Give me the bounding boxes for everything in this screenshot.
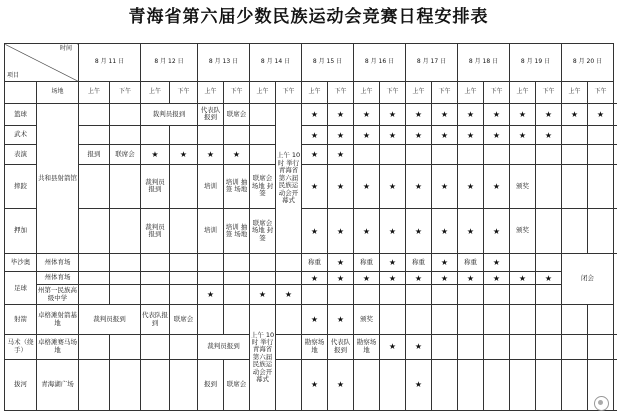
event-star: ★	[302, 305, 328, 335]
venue-cell: 州体育场	[37, 272, 79, 285]
event-star: ★	[224, 145, 250, 164]
event-star: ★	[380, 209, 406, 254]
event-star: ★	[302, 145, 328, 164]
event-star: ★	[354, 209, 380, 254]
am-label: 上午	[302, 82, 328, 103]
corner-item-label: 项目	[7, 71, 20, 79]
schedule-text: 联席会 场地 封签	[250, 164, 276, 209]
venue-cell: 州第一民族高级中学	[37, 285, 79, 305]
event-star: ★	[328, 164, 354, 209]
schedule-text: 裁判员 报到	[141, 164, 170, 209]
event-star: ★	[302, 126, 328, 145]
event-star: ★	[380, 272, 406, 285]
schedule-text: 裁判员 报到	[141, 209, 170, 254]
pm-label: 下午	[536, 82, 562, 103]
am-label: 上午	[141, 82, 170, 103]
schedule-text: 称重	[406, 254, 432, 272]
event-star: ★	[328, 209, 354, 254]
date-header: 8 月 18 日	[458, 44, 510, 82]
event-star: ★	[141, 145, 170, 164]
date-header: 8 月 13 日	[198, 44, 250, 82]
closing-ceremony: 闭会	[562, 254, 614, 305]
sport-name: 拔河	[5, 359, 37, 410]
sport-name: 马术（绕手）	[5, 335, 37, 360]
sport-name: 足球	[5, 272, 37, 305]
pm-label: 下午	[276, 82, 302, 103]
event-star: ★	[406, 209, 432, 254]
schedule-text: 颁奖	[354, 305, 380, 335]
schedule-text: 联席会	[170, 305, 198, 335]
event-star: ★	[198, 145, 224, 164]
event-star: ★	[170, 145, 198, 164]
sport-name: 武术	[5, 126, 37, 145]
schedule-text: 代表队报到	[328, 335, 354, 360]
event-star: ★	[432, 103, 458, 125]
schedule-text: 联席会	[224, 103, 250, 125]
date-header: 8 月 11 日	[79, 44, 141, 82]
event-star: ★	[484, 103, 510, 125]
event-star: ★	[536, 103, 562, 125]
opening-ceremony: 上午 10 时 举行 青海省第六届民族运动会开幕式	[276, 103, 302, 253]
date-header: 8 月 20 日	[562, 44, 614, 82]
pm-label: 下午	[380, 82, 406, 103]
am-label: 上午	[406, 82, 432, 103]
event-star: ★	[380, 164, 406, 209]
schedule-text: 称重	[354, 254, 380, 272]
event-star: ★	[588, 103, 614, 125]
am-label: 上午	[354, 82, 380, 103]
sport-name: 篮球	[5, 103, 37, 125]
event-star: ★	[406, 164, 432, 209]
schedule-text: 联席会	[110, 145, 141, 164]
venue-cell: 青海湖广场	[37, 359, 79, 410]
schedule-text: 培训	[198, 209, 224, 254]
event-star: ★	[328, 305, 354, 335]
schedule-text: 勘察场地	[302, 335, 328, 360]
event-star: ★	[406, 272, 432, 285]
schedule-text: 裁判员报到	[79, 305, 141, 335]
sport-name: 摔跤	[5, 164, 37, 209]
pm-label: 下午	[224, 82, 250, 103]
pm-label: 下午	[328, 82, 354, 103]
event-star: ★	[536, 272, 562, 285]
venue-cell: 州体育场	[37, 254, 79, 272]
event-star: ★	[510, 103, 536, 125]
event-star: ★	[458, 164, 484, 209]
schedule-text: 颁奖	[510, 209, 536, 254]
event-star: ★	[458, 126, 484, 145]
date-header: 8 月 16 日	[354, 44, 406, 82]
page-title: 青海省第六届少数民族运动会竞赛日程安排表	[128, 7, 489, 27]
schedule-text: 裁判员报到	[141, 103, 198, 125]
am-label: 上午	[510, 82, 536, 103]
corner-cell	[5, 44, 79, 82]
event-star: ★	[562, 103, 588, 125]
schedule-text: 称重	[458, 254, 484, 272]
schedule-text: 培训 抽签 场地	[224, 209, 250, 254]
event-star: ★	[432, 164, 458, 209]
event-star: ★	[484, 209, 510, 254]
event-star: ★	[198, 285, 224, 305]
event-star: ★	[406, 103, 432, 125]
am-label: 上午	[198, 82, 224, 103]
pm-label: 下午	[170, 82, 198, 103]
event-star: ★	[380, 126, 406, 145]
event-star: ★	[432, 254, 458, 272]
schedule-text: 代表队报到	[198, 103, 224, 125]
date-header: 8 月 19 日	[510, 44, 562, 82]
venue-cell: 共和县射箭馆	[37, 103, 79, 253]
event-star: ★	[302, 359, 328, 410]
event-star: ★	[354, 103, 380, 125]
sport-name: 表演	[5, 145, 37, 164]
pm-label: 下午	[110, 82, 141, 103]
event-star: ★	[328, 103, 354, 125]
schedule-text: 联席会	[224, 359, 250, 410]
pm-label: 下午	[588, 82, 614, 103]
sport-name: 毕沙奥	[5, 254, 37, 272]
event-star: ★	[380, 254, 406, 272]
event-star: ★	[250, 285, 276, 305]
schedule-text: 勘察场地	[354, 335, 380, 360]
event-star: ★	[406, 335, 432, 360]
event-star: ★	[380, 335, 406, 360]
event-star: ★	[510, 272, 536, 285]
event-star: ★	[328, 272, 354, 285]
schedule-text: 报到	[79, 145, 110, 164]
am-label: 上午	[250, 82, 276, 103]
schedule-text: 培训	[198, 164, 224, 209]
date-header: 8 月 17 日	[406, 44, 458, 82]
am-label: 上午	[562, 82, 588, 103]
schedule-text: 代表队报到	[141, 305, 170, 335]
pm-label: 下午	[432, 82, 458, 103]
event-star: ★	[354, 272, 380, 285]
event-star: ★	[302, 103, 328, 125]
event-star: ★	[458, 103, 484, 125]
event-star: ★	[432, 126, 458, 145]
event-star: ★	[302, 272, 328, 285]
am-label: 上午	[79, 82, 110, 103]
event-star: ★	[328, 359, 354, 410]
schedule-text: 称重	[302, 254, 328, 272]
watermark	[594, 396, 609, 411]
event-star: ★	[328, 126, 354, 145]
event-star: ★	[458, 209, 484, 254]
event-star: ★	[328, 254, 354, 272]
am-label: 上午	[458, 82, 484, 103]
event-star: ★	[354, 164, 380, 209]
venue-header: 场地	[37, 82, 79, 103]
schedule-text: 裁判员报到	[198, 335, 250, 360]
opening-ceremony: 上午 10 时 举行 青海省第六届民族运动会开幕式	[250, 305, 276, 411]
event-star: ★	[328, 145, 354, 164]
event-star: ★	[432, 209, 458, 254]
sport-name: 射箭	[5, 305, 37, 335]
sport-name: 押加	[5, 209, 37, 254]
schedule-text: 培训 抽签 场地	[224, 164, 250, 209]
event-star: ★	[276, 285, 302, 305]
event-star: ★	[458, 272, 484, 285]
wechat-icon	[594, 396, 609, 411]
venue-cell: 卓格滩射箭基地	[37, 305, 79, 335]
event-star: ★	[484, 164, 510, 209]
schedule-table	[4, 43, 617, 411]
event-star: ★	[510, 126, 536, 145]
event-star: ★	[484, 126, 510, 145]
schedule-text: 报到	[198, 359, 224, 410]
date-header: 8 月 12 日	[141, 44, 198, 82]
schedule-text: 颁奖	[510, 164, 536, 209]
date-header: 8 月 14 日	[250, 44, 302, 82]
event-star: ★	[484, 272, 510, 285]
event-star: ★	[380, 103, 406, 125]
pm-label: 下午	[484, 82, 510, 103]
event-star: ★	[302, 164, 328, 209]
event-star: ★	[406, 359, 432, 410]
event-star: ★	[354, 126, 380, 145]
venue-cell: 卓格滩赛马场地	[37, 335, 79, 360]
schedule-text: 联席会 场地 封签	[250, 209, 276, 254]
date-header: 8 月 15 日	[302, 44, 354, 82]
event-star: ★	[536, 126, 562, 145]
event-star: ★	[484, 254, 510, 272]
corner-time-label: 时间	[59, 45, 72, 52]
event-star: ★	[406, 126, 432, 145]
event-star: ★	[432, 272, 458, 285]
event-star: ★	[302, 209, 328, 254]
